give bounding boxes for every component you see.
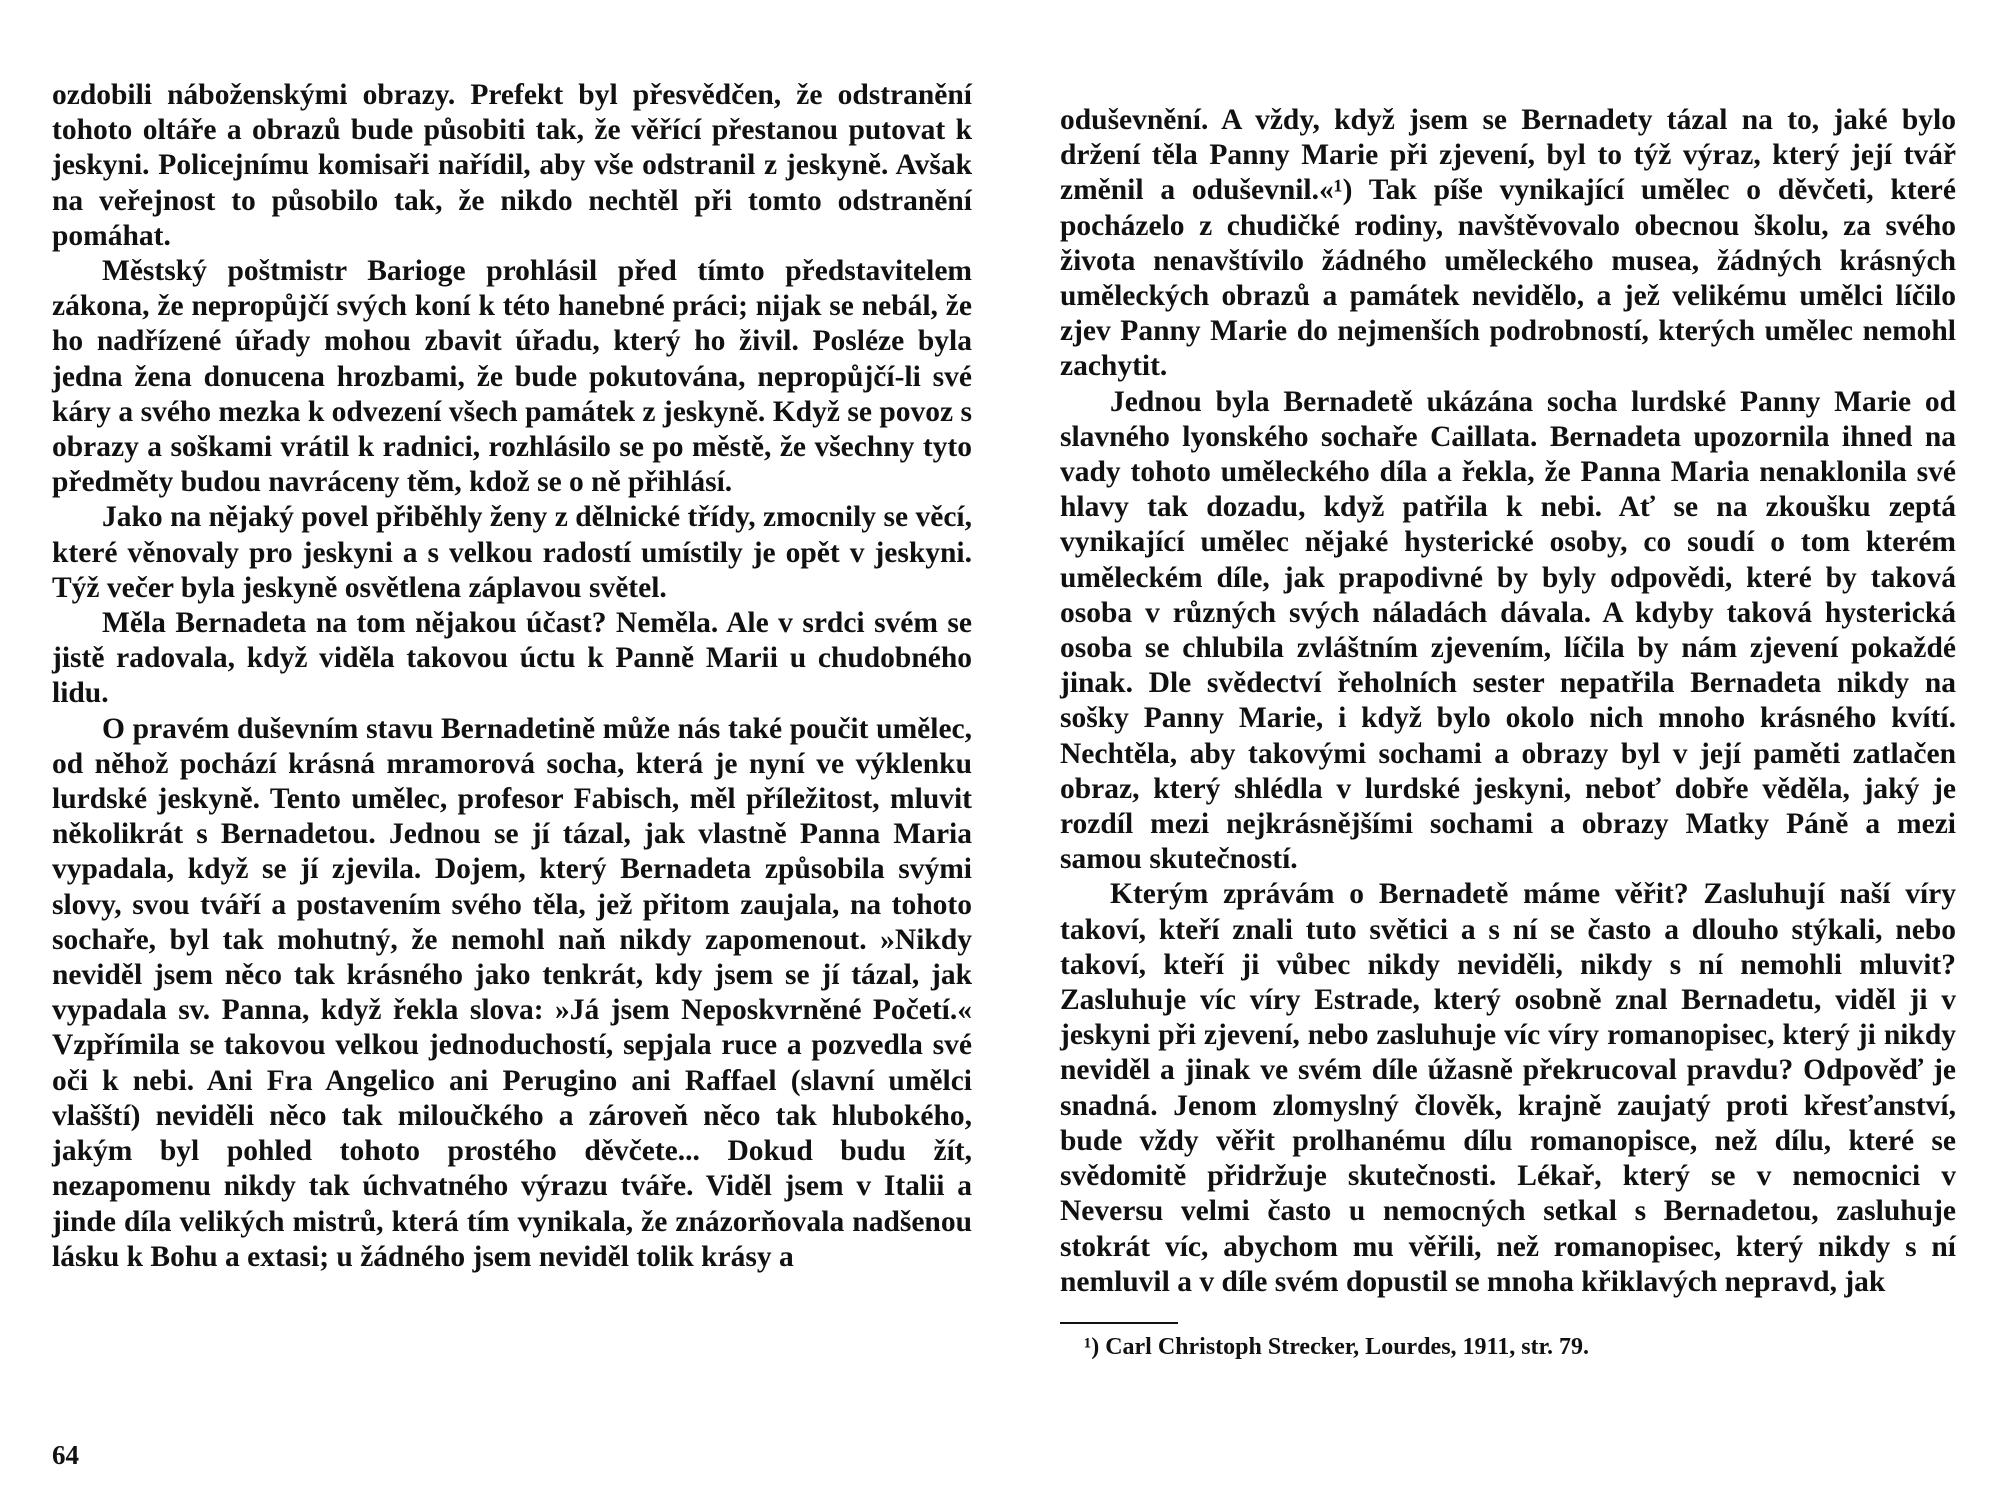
left-page bbox=[52, 78, 972, 1275]
right-paragraph-1: oduševnění. A vždy, když jsem se Bernadety tázal na to, jaké bylo držení těla Panny Marie při zjevení, byl to týž výraz, který její tvář změnil a oduševnil.«¹) Tak píše vynikající umělec o děvčeti, které pocházelo z chudičké rodiny, navštěvovalo obecnou školu, za svého života nenavštívilo žádného uměleckého musea, žádných krásných uměleckých obrazů a památek nevidělo, a jež velikému umělci líčilo zjev Panny Marie do nejmenších podrobností, kterých umělec nemohl zachytit. bbox=[1060, 104, 1956, 383]
right-paragraph-3: Kterým zprávám o Bernadetě máme věřit? Zasluhují naší víry takoví, kteří znali tuto světici a s ní se často a dlouho stýkali, nebo takoví, kteří ji vůbec nikdy neviděli, nikdy s ní nemohli mluvit? Zasluhuje víc víry Estrade, který osobně znal Bernadetu, viděl ji v jeskyni při zjevení, nebo zasluhuje víc víry romanopisec, který ji nikdy neviděl a jinak ve svém díle úžasně překrucoval pravdu? Odpověď je snadná. Jenom zlomyslný člověk, krajně zaujatý proti křesťanství, bude vždy věřit prolhanému dílu romanopisce, než dílu, které se svědomitě přidržuje skutečnosti. Lékař, který se v nemocnici v Neversu velmi často u nemocných setkal s Bernadetou, zasluhuje stokrát víc, abychom mu věřili, než romanopisec, který nikdy s ní nemluvil a v díle svém dopustil se mnoha křiklavých nepravd, jak bbox=[1060, 878, 1956, 1298]
page-number: 64 bbox=[52, 1440, 79, 1470]
left-paragraph-4: Měla Bernadeta na tom nějakou účast? Neměla. Ale v srdci svém se jistě radovala, když viděla takovou úctu k Panně Marii u chudobného lidu. bbox=[52, 607, 972, 710]
right-paragraph-2: Jednou byla Bernadetě ukázána socha lurdské Panny Marie od slavného lyonského sochaře Caillata. Bernadeta upozornila ihned na vady tohoto uměleckého díla a řekla, že Panna Maria nenaklonila své hlavy tak dozadu, když patřila k nebi. Ať se na zkoušku zeptá vynikající umělec nějaké hysterické osoby, co soudí o tom kterém uměleckém díle, jak prapodivné by byly odpovědi, které by taková osoba v různých svých náladách dávala. A kdyby taková hysterická osoba se chlubila zvláštním zjevením, líčila by nám zjevení pokaždé jinak. Dle svědectví řeholních sester nepatřila Bernadeta nikdy na sošky Panny Marie, i když bylo okolo nich mnoho krásného kvítí. Nechtěla, aby takovými sochami a obrazy byl v její paměti zatlačen obraz, který shlédla v lurdské jeskyni, neboť dobře věděla, jaký je rozdíl mezi nejkrásnějšími sochami a obrazy Matky Páně a mezi samou skutečností. bbox=[1060, 385, 1956, 876]
footnote: ¹) Carl Christoph Strecker, Lourdes, 1911, str. 79. bbox=[1084, 1333, 1589, 1360]
right-page bbox=[1060, 103, 1956, 1362]
left-paragraph-2: Městský poštmistr Barioge prohlásil před tímto představitelem zákona, že nepropůjčí svých koní k této hanebné práci; nijak se nebál, že ho nadřízené úřady mohou zbavit úřadu, který ho živil. Posléze byla jedna žena donucena hrozbami, že bude pokutována, nepropůjčí-li své káry a svého mezka k odvezení všech památek z jeskyně. Když se povoz s obrazy a soškami vrátil k radnici, rozhlásilo se po městě, že všechny tyto předměty budou navráceny těm, kdož se o ně přihlásí. bbox=[52, 255, 972, 499]
left-paragraph-5: O pravém duševním stavu Bernadetině může nás také poučit umělec, od něhož pochází krásná mramorová socha, která je nyní ve výklenku lurdské jeskyně. Tento umělec, profesor Fabisch, měl příležitost, mluvit několikrát s Bernadetou. Jednou se jí tázal, jak vlastně Panna Maria vypadala, když se jí zjevila. Dojem, který Bernadeta způsobila svými slovy, svou tváří a postavením svého těla, jež přitom zaujala, na tohoto sochaře, byl tak mohutný, že nemohl naň nikdy zapomenout. »Nikdy neviděl jsem něco tak krásného jako tenkrát, kdy jsem se jí tázal, jak vypadala sv. Panna, když řekla slova: »Já jsem Neposkvrněné Početí.« Vzpřímila se takovou velkou jednoduchostí, sepjala ruce a pozvedla své oči k nebi. Ani Fra Angelico ani Perugino ani Raffael (slavní umělci vlašští) neviděli něco tak miloučkého a zároveň něco tak hlubokého, jakým byl pohled tohoto prostého děvčete... Dokud budu žít, nezapomenu nikdy tak úchvatného výrazu tváře. Viděl jsem v Italii a jinde díla velikých mistrů, která tím vynikala, že znázorňovala nadšenou lásku k Bohu a extasi; u žádného jsem neviděl tolik krásy a bbox=[52, 712, 972, 1273]
left-paragraph-1: ozdobili náboženskými obrazy. Prefekt byl přesvědčen, že odstranění tohoto oltáře a obrazů bude působiti tak, že věřící přestanou putovat k jeskyni. Policejnímu komisaři nařídil, aby vše odstranil z jeskyně. Avšak na veřejnost to působilo tak, že nikdo nechtěl při tomto odstranění pomáhat. bbox=[52, 79, 972, 252]
left-paragraph-3: Jako na nějaký povel přiběhly ženy z dělnické třídy, zmocnily se věcí, které věnovaly pro jeskyni a s velkou radostí umístily je opět v jeskyni. Týž večer byla jeskyně osvětlena záplavou světel. bbox=[52, 501, 972, 604]
footnote-divider bbox=[1060, 1322, 1178, 1324]
